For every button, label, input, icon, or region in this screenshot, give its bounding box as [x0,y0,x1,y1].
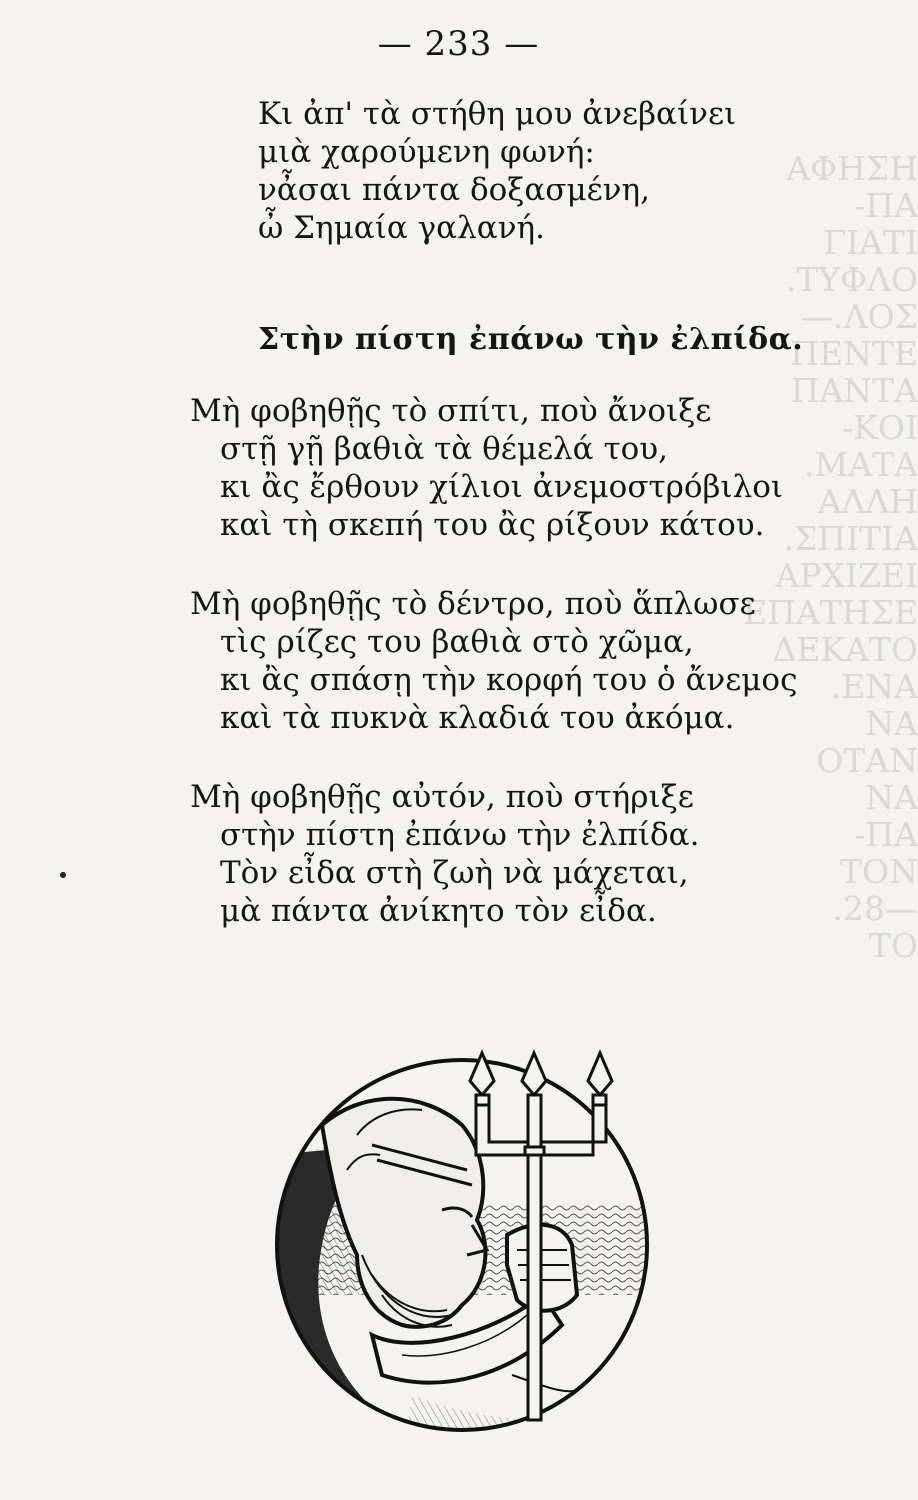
poseidon-with-trident-engraving [262,995,672,1470]
ink-speck [60,872,66,878]
verse-line: μὰ πάντα ἀνίκητο τὸν εἶδα. [220,893,657,929]
verse-line: καὶ τὰ πυκνὰ κλαδιά του ἀκόμα. [220,700,735,736]
poem-stanza-3 [190,778,699,930]
poem-title: Στὴν πίστη ἐπάνω τὴν ἐλπίδα. [258,322,804,357]
poem-stanza-2 [190,585,797,737]
verse-line: στῇ γῇ βαθιὰ τὰ θέμελά του, [220,431,668,467]
page-number: — 233 — [377,24,540,64]
verse-line: κι ἂς σπάσῃ τὴν κορφή του ὁ ἄνεμος [220,662,798,698]
verse-line: Μὴ φοβηθῇς τὸ σπίτι, ποὺ ἄνοιξε [190,393,712,429]
reverse-side-show-through: ΑΦΗΣΗ ΠΑ- ΓΙΑΤΙ ΤΥΦΛΟ. ΛΟΣ.— ΠΕΝΤΕ ΠΑΝΤΑ ΚΟΙ- ΜΑΤΑ. ΑΛΛΗ ΣΠΙΤΙΑ. ΑΡΧΙΖΕΙ ΕΠΑΤΗΣΕ ΔΕΚΑΤΟ ΕΝΑ. ΝΑ ΟΤΑΝ ΝΑ ΠΑ- ΤΟΝ —28. ΤΟ [743,149,918,965]
verse-line: μιὰ χαρούμενη φωνή: [258,134,595,170]
poem-stanza-1 [190,392,783,544]
verse-line: Μὴ φοβηθῇς αὐτόν, ποὺ στήριξε [190,779,694,815]
verse-line: Κι ἀπ' τὰ στήθη μου ἀνεβαίνει [258,96,737,132]
verse-line: κι ἂς ἔρθουν χίλιοι ἀνεμοστρόβιλοι [220,469,784,505]
verse-line: τὶς ρίζες του βαθιὰ στὸ χῶμα, [220,624,694,660]
verse-line: στὴν πίστη ἐπάνω τὴν ἐλπίδα. [220,817,700,853]
verse-line: νἆσαι πάντα δοξασμένη, [258,172,650,208]
verse-line: καὶ τὴ σκεπή του ἂς ρίξουν κάτου. [220,507,765,543]
verse-line: Τὸν εἶδα στὴ ζωὴ νὰ μάχεται, [220,855,689,891]
verse-line: Μὴ φοβηθῇς τὸ δέντρο, ποὺ ἅπλωσε [190,586,756,622]
verse-line: ὦ Σημαία γαλανή. [258,210,545,246]
intro-stanza [258,95,736,247]
